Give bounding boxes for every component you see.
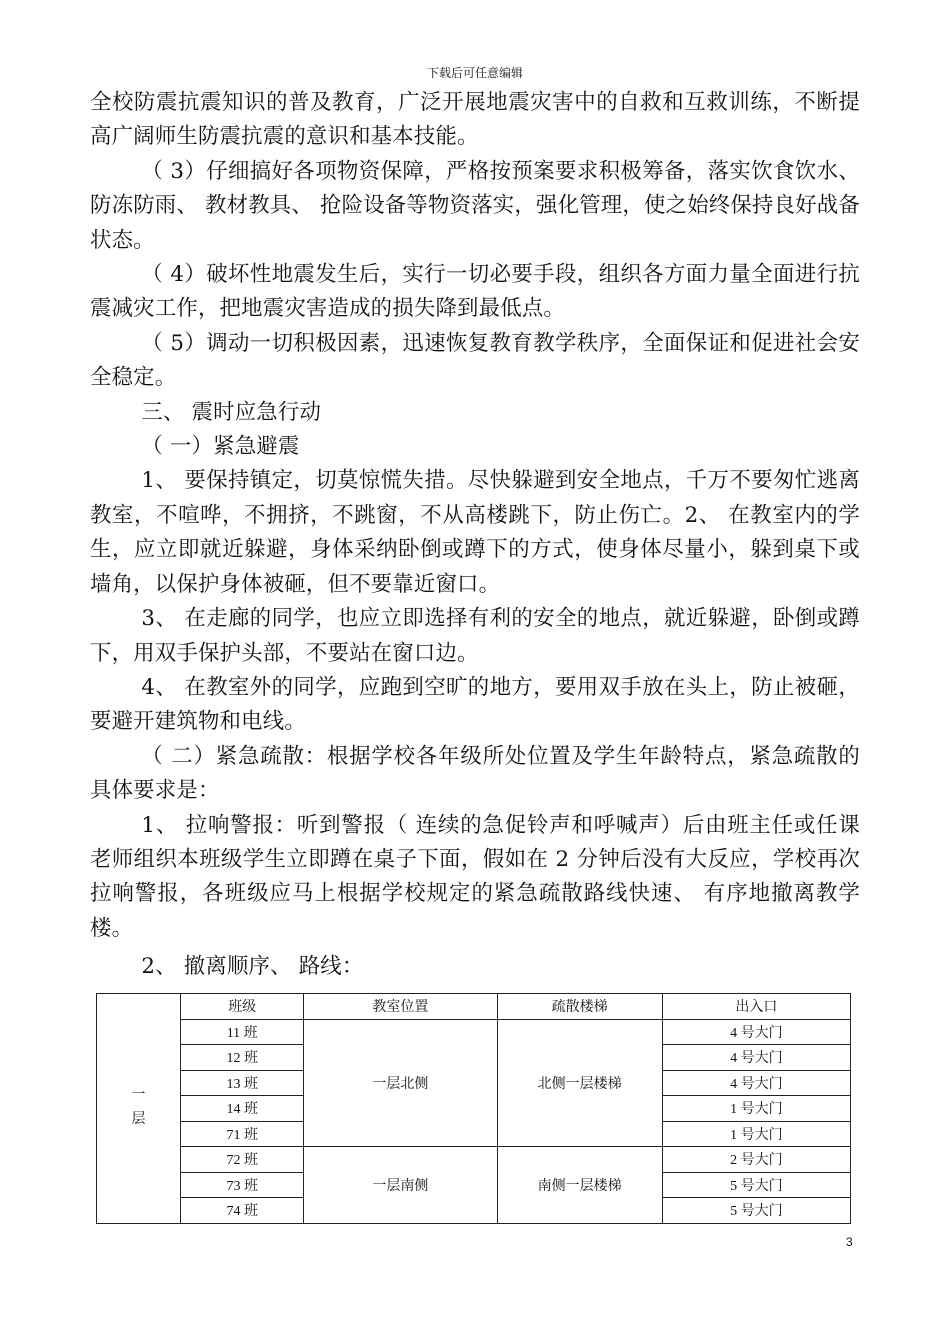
paragraph: 2、 撤离顺序、 路线： — [141, 954, 364, 980]
subsection-heading: （ 一）紧急避震 — [141, 434, 300, 460]
room-cell: 一层北侧 — [304, 1019, 497, 1147]
floor-label-cell — [97, 994, 181, 1224]
paragraph: （ 二）紧急疏散：根据学校各年级所处位置及学生年龄特点，紧急疏散的具体要求是： — [90, 743, 860, 804]
class-cell: 11 班 — [181, 1019, 304, 1045]
page-header: 下载后可任意编辑 — [426, 66, 523, 80]
column-header-exit: 出入口 — [662, 994, 850, 1020]
page-number: 3 — [846, 1235, 853, 1249]
column-header-room: 教室位置 — [304, 994, 497, 1020]
floor-label: 一 — [131, 1088, 146, 1104]
class-cell: 13 班 — [181, 1070, 304, 1096]
exit-cell: 4 号大门 — [662, 1070, 850, 1096]
column-header-stair: 疏散楼梯 — [497, 994, 662, 1020]
paragraph: 1、 拉响警报：听到警报（ 连续的急促铃声和呼喊声）后由班主任或任课老师组织本班级学生立即蹲在桌子下面，假如在 2 分钟后没有大反应，学校再次拉响警报，各班级应马上根据学校规定的紧急疏散路线快速、 有序地撤离教学楼。 — [90, 812, 860, 941]
evacuation-table — [96, 993, 851, 1224]
class-cell: 14 班 — [181, 1096, 304, 1122]
exit-cell: 4 号大门 — [662, 1045, 850, 1071]
paragraph: （ 5）调动一切积极因素，迅速恢复教育教学秩序，全面保证和促进社会安全稳定。 — [90, 330, 860, 391]
floor-label: 层 — [131, 1112, 146, 1128]
table-row — [97, 1147, 851, 1173]
class-cell: 12 班 — [181, 1045, 304, 1071]
class-cell: 72 班 — [181, 1147, 304, 1173]
exit-cell: 5 号大门 — [662, 1198, 850, 1224]
class-cell: 74 班 — [181, 1198, 304, 1224]
exit-cell: 2 号大门 — [662, 1147, 850, 1173]
section-heading: 三、 震时应急行动 — [141, 399, 322, 425]
paragraph: 1、 要保持镇定，切莫惊慌失措。尽快躲避到安全地点，千万不要匆忙逃离教室，不喧哗，不拥挤，不跳窗，不从高楼跳下，防止伤亡。2、 在教室内的学生，应立即就近躲避，身体采纳卧倒或蹲下的方式，使身体尽量小，躲到桌下或墙角，以保护身体被砸，但不要靠近窗口。 — [90, 468, 860, 597]
document-body — [90, 86, 860, 985]
class-cell: 71 班 — [181, 1121, 304, 1147]
table-header-row — [97, 994, 851, 1020]
table-row — [97, 1019, 851, 1045]
class-cell: 73 班 — [181, 1172, 304, 1198]
stair-cell: 北侧一层楼梯 — [497, 1019, 662, 1147]
exit-cell: 1 号大门 — [662, 1121, 850, 1147]
room-cell: 一层南侧 — [304, 1147, 497, 1224]
paragraph: （ 3）仔细搞好各项物资保障，严格按预案要求积极筹备，落实饮食饮水、 防冻防雨、 教材教具、 抢险设备等物资落实，强化管理，使之始终保持良好战备状态。 — [90, 158, 860, 253]
paragraph: 4、 在教室外的同学，应跑到空旷的地方，要用双手放在头上，防止被砸，要避开建筑物和电线。 — [90, 674, 860, 735]
exit-cell: 5 号大门 — [662, 1172, 850, 1198]
exit-cell: 4 号大门 — [662, 1019, 850, 1045]
stair-cell: 南侧一层楼梯 — [497, 1147, 662, 1224]
paragraph: 全校防震抗震知识的普及教育，广泛开展地震灾害中的自救和互救训练，不断提高广阔师生防震抗震的意识和基本技能。 — [90, 90, 860, 150]
exit-cell: 1 号大门 — [662, 1096, 850, 1122]
paragraph: （ 4）破坏性地震发生后，实行一切必要手段，组织各方面力量全面进行抗震减灾工作，把地震灾害造成的损失降到最低点。 — [90, 262, 860, 322]
paragraph: 3、 在走廊的同学，也应立即选择有利的安全的地点，就近躲避，卧倒或蹲下，用双手保护头部，不要站在窗口边。 — [90, 606, 860, 666]
column-header-class: 班级 — [181, 994, 304, 1020]
